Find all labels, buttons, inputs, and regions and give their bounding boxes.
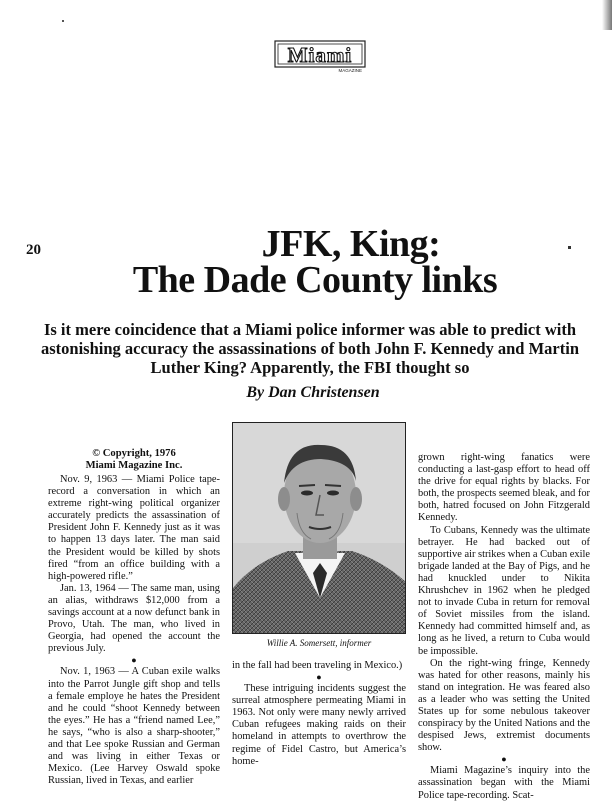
article-column-1	[48, 448, 220, 787]
page-speck	[62, 20, 64, 22]
deck-subheadline: Is it mere coincidence that a Miami police informer was able to predict with astonishing accuracy the assassinations of both John F. Kennedy and Martin Luther King? Apparently, the FBI thought so	[40, 320, 580, 377]
page-number: 20	[26, 242, 41, 258]
section-bullet: ●	[316, 672, 322, 683]
paragraph: Jan. 13, 1964 — The same man, using an alias, withdraws $12,000 from a savings account at a now defunct bank in Provo, Utah. The man, who lived in Georgia, had opened the account the previous July.	[48, 582, 220, 655]
page-edge-shadow	[602, 0, 612, 30]
photo-caption: Willie A. Somersett, informer	[266, 638, 372, 648]
paragraph: To Cubans, Kennedy was the ultimate betrayer. He had backed out of supportive air strikes when a Cuban exile brigade landed at the Bay of Pigs, and he had knuckled under to Nikita Khrushchev in 1962 when he pledged not to invade Cuba in return for removal of Soviet missiles from the island. Kennedy had committed himself and, as long as he lived, a return to Cuba would be impossible.	[418, 524, 590, 657]
portrait-image	[233, 423, 406, 634]
paragraph: These intriguing incidents suggest the surreal atmosphere permeating Miami in 1963. Not only were many newly arrived Cuban refugees making raids on their homeland in attempts to overthrow the regime of Fidel Castro, but America’s home-	[232, 683, 406, 767]
article-column-3	[418, 452, 590, 802]
paragraph: Miami Magazine’s inquiry into the assassination began with the Miami Police tape-recording. Scat-	[418, 765, 590, 801]
masthead-title: Miami	[287, 43, 353, 67]
copyright-notice	[48, 448, 220, 472]
copyright-line: Miami Magazine Inc.	[85, 460, 183, 471]
paragraph: in the fall had been traveling in Mexico.)	[232, 660, 403, 671]
masthead-subtitle: MAGAZINE	[338, 68, 362, 73]
copyright-line: © Copyright, 1976	[92, 448, 176, 459]
headline-line-2: The Dade County links	[132, 259, 498, 301]
headline-line-1: JFK, King:	[261, 223, 441, 265]
paragraph: On the right-wing fringe, Kennedy was hated for other reasons, mainly his stand on integration. He was feared also as a leader who was setting the United States up for some nebulous takeover conspiracy by the United Nations and the despised Jews, extremist documents show.	[418, 657, 590, 754]
paragraph: grown right-wing fanatics were conducting a last-gasp effort to head off the drive for equal rights by blacks. For both, the prospects seemed bleak, and for both, hatred focused on John Fitzgerald Kennedy.	[418, 452, 590, 524]
paragraph: Nov. 1, 1963 — A Cuban exile walks into the Parrot Jungle gift shop and tells a female employe he hates the President and he could “shoot Kennedy between the eyes.” He has a “friend named Lee,” he says, “who is also a sharp-shooter,” and that Lee spoke Russian and German and was living in either Texas or Mexico. (Lee Harvey Oswald spoke Russian, lived in Texas, and earlier	[48, 666, 220, 787]
byline: By Dan Christensen	[246, 384, 380, 401]
article-column-2	[232, 660, 406, 768]
section-bullet: ●	[131, 655, 137, 666]
section-bullet: ●	[501, 754, 507, 765]
paragraph: Nov. 9, 1963 — Miami Police tape-record a conversation in which an extreme right-wing political organizer accurately predicts the assassination of President John F. Kennedy just as it was to happen 13 days later. The man said the President would be killed by shots fired “from an office building with a high-powered rifle.”	[48, 474, 220, 582]
headline	[0, 223, 612, 301]
portrait-photo	[232, 422, 406, 634]
masthead-logo	[274, 40, 366, 74]
